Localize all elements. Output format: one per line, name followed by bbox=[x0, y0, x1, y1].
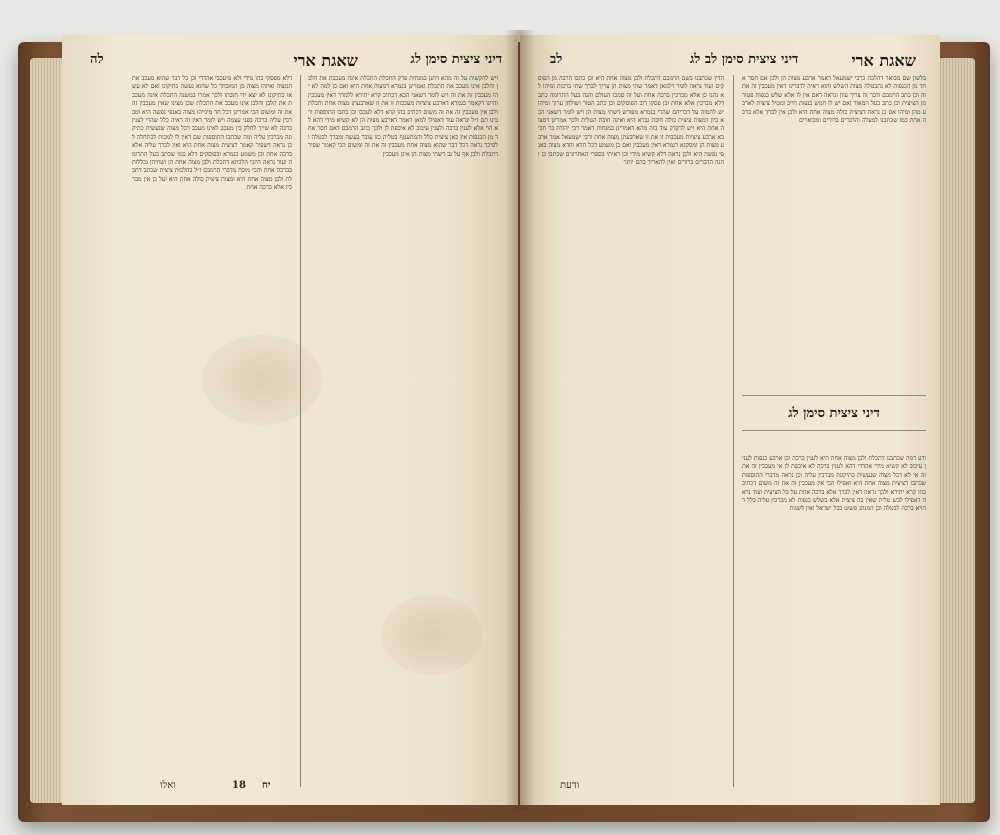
right-column-divider bbox=[733, 75, 734, 787]
section-rule-top bbox=[742, 395, 926, 396]
left-footer-catchword: ואלו bbox=[160, 780, 176, 791]
left-header-section: דיני ציצית סימן לג bbox=[410, 52, 502, 67]
right-header-title: שאגת ארי bbox=[851, 51, 916, 70]
left-page-column-1: דלא מפסקי בהו מידי ולא מיעכבי אהדדי וכן כל דבר שהוא מעכב את המצוה ואיזהו מצוה מן המובחר כל שהוא נעשה כתיקונו ואם לא עשאו כתיקונו לא יצא ידי חובתו ולכך אמרו במשנה התכלת אינה מעכבת את הלבן והלבן אינו מעכב את התכלת שכן מצינו שאין מעכבין זה את זה ומשום הכי אמרינן דכל חד מינייהו מצוה באנפי נפשה היא ומברכין עליה ברכה בפני עצמה ויש לומר דאין זה ראיה כלל שהרי לענין ברכה לא שייך לחלק בין מעכב לאינו מעכב דכל מצוה שנעשית כתיקונה מברכין עליה ומה שכתבו התוספות שם דאין לו למכות לכתחלה לכן נראה דשפיר קאמר דציצית מצוה אחת היא ואין לברך עליה אלא ברכה אחת וכן משמע בגמרא ובפוסקים דלא כמו שכתב בעל התרומה ועוד נראה דהכי הלכתא דתכלת ולבן מצוה אחת הן ושתיהן נכללות בברכה אחת והכי מוכח מדברי הרמבם ז״ל בהלכות ציצית שכתב דתכלת ולבן מצוה אחת היא ומצות ציצית כולה אחת היא ועל כן אין מברכין אלא ברכה אחת bbox=[132, 75, 292, 192]
left-footer-number: 18 bbox=[232, 780, 246, 791]
right-page-column-1: הדין שכתבנו בשם הרמבם דתכלת ולבן מצוה אחת היא וכן כתבו הרבה מן הפוסקים ועוד נראה לומר דלמאן דאמר שתי מצות הן צריך לברך שתי ברכות ומיהו לא נהגו כן אלא מברכין ברכה אחת ועל זה סמכו העולם והנה בעל התרומה כתב דלא מברכין אלא אחת וכן פסקו רוב הפוסקים וכן כתב הטור ושולחן ערוך ומיהו יש לתמוה על דבריהם שהרי בגמרא מפורש דשתי מצות הן ויש לומר דשאני הכא כיון דמצות ציצית כולה חובת גברא היא ואינה חובת הטלית ולכך אמרינן דמצוה אחת היא ויש לדקדק עוד בזה מהא דאמרינן במנחות דאמר רבי יהודה בר חביבא ארבע ציציות מעכבות זו את זו שארבעתן מצוה אחת ורבי ישמעאל אמר ארבע מצות הן ומסקנא דגמרא דאין מעכבין ואם כן משמע דכל חדא וחדא מצוה באנפי נפשה היא ולכן נראה דלא קשיא מידי וכן ראיתי בספרי האחרונים שכתבו כן והנה הדברים ברורים ואין להאריך בהם יותר bbox=[538, 75, 724, 167]
paper-stain bbox=[382, 595, 482, 675]
left-header-title: שאגת ארי bbox=[293, 51, 358, 70]
left-header-leaf: לה bbox=[90, 52, 104, 67]
right-page-header bbox=[520, 47, 940, 73]
right-header-section: דיני ציצית סימן לב לג bbox=[690, 52, 799, 67]
page-edges-right bbox=[935, 58, 975, 803]
section-rule-bottom bbox=[742, 430, 926, 431]
left-page bbox=[62, 35, 518, 805]
left-page-header bbox=[62, 47, 518, 73]
right-page bbox=[520, 35, 940, 805]
right-page-column-3: ודע דמה שכתבנו דתכלת ולבן מצוה אחת היא לענין ברכה וכן ארבע כנפות לענין עיכוב לא קשיא מידי אהדדי דהא לענין ברכה לא איכפת לן אי מעכבין זה את זה אי לא דכל מצוה שנעשית כתיקונה מברכין עליה וכן נראה מדברי התוספות שכתבו דציצית מצוה אחת היא ואפילו הכי אין מעכבין זה את זה משום דכתיב בהו קרא יתירא ולכך נראה דאין לברך אלא ברכה אחת על כל הציצית ועוד נראה דאפילו לבש טלית שאין בה ציצית אלא בשלש כנפות לא מברכין עליה כלל דהויא ברכה לבטלה וכן המנהג פשוט בכל ישראל ואין לשנות bbox=[742, 455, 926, 513]
paper-stain bbox=[202, 335, 322, 425]
right-footer-catchword: ודעת bbox=[560, 780, 580, 791]
left-footer-hebrew-leaf: יח bbox=[262, 780, 271, 791]
left-column-divider bbox=[300, 75, 301, 787]
right-page-column-2: בלשון שם מבואר דהלכה כרבי ישמעאל דאמר ארבע מצות הן ולכן אם חסר אחד מן הכנפות לא נתבטלה מצות השלש והוא ראיה לדברינו דאין מעכבין זה את זה וכן כתב הרמבם ודבר זה צריך עיון ונראה דאם אין לו אלא שלש כנפות פטור מן הציצית וכן כתב בעל המאור ואם יש לו חמש כנפות חייב ומטיל ציצית לארבע מהן ומיהו אם כן נראה דציצית כולה מצוה אחת היא ולכן אין לברך אלא ברכה אחת כמו שכתבנו למעלה והדברים ברורים ומבוארים bbox=[742, 75, 926, 125]
section-heading: דיני ציצית סימן לג bbox=[788, 406, 880, 421]
book-gutter bbox=[505, 30, 535, 810]
left-page-column-2: ויש להקשות על זה מהא דתנן במנחות פרק התכלת התכלת אינה מעכבת את הלבן והלבן אינו מעכב את התכלת ואמרינן בגמרא דמצוה אחת היא ואם כן למה לא יהו מעכבין זה את זה ויש לומר דשאני הכא דכתיב קרא יתירא ללמדך דאין מעכבין והיינו דקאמר בגמרא דארבע ציציות מעכבות זו את זו שארבעתן מצוה אחת ותכלת ולבן אין מעכבין זה את זה משום דכתיב בהו קרא דלא לעכבו וכן כתבו התוספות ורבינו תם ז״ל ונראה עוד דאפילו למאן דאמר דארבע מצות הן לא קשיא מידי דהא לא הוי אלא לענין ברכה ולענין עיכוב לא איכפת לן ולכך כתב הרמבם דאם חסר אחד מן הכנפות אין כאן ציצית כלל והמתעטף בטלית כזו עובר בעשה ומברך לבטלה ולפיכך נראה דכל דבר שהוא מצוה אחת מעכבין זה את זה ומשום הכי קאמר שפיר דתכלת ולבן אף על גב דשתי מצות הן אינן מעכבין bbox=[308, 75, 498, 158]
right-header-leaf: לב bbox=[550, 52, 563, 67]
